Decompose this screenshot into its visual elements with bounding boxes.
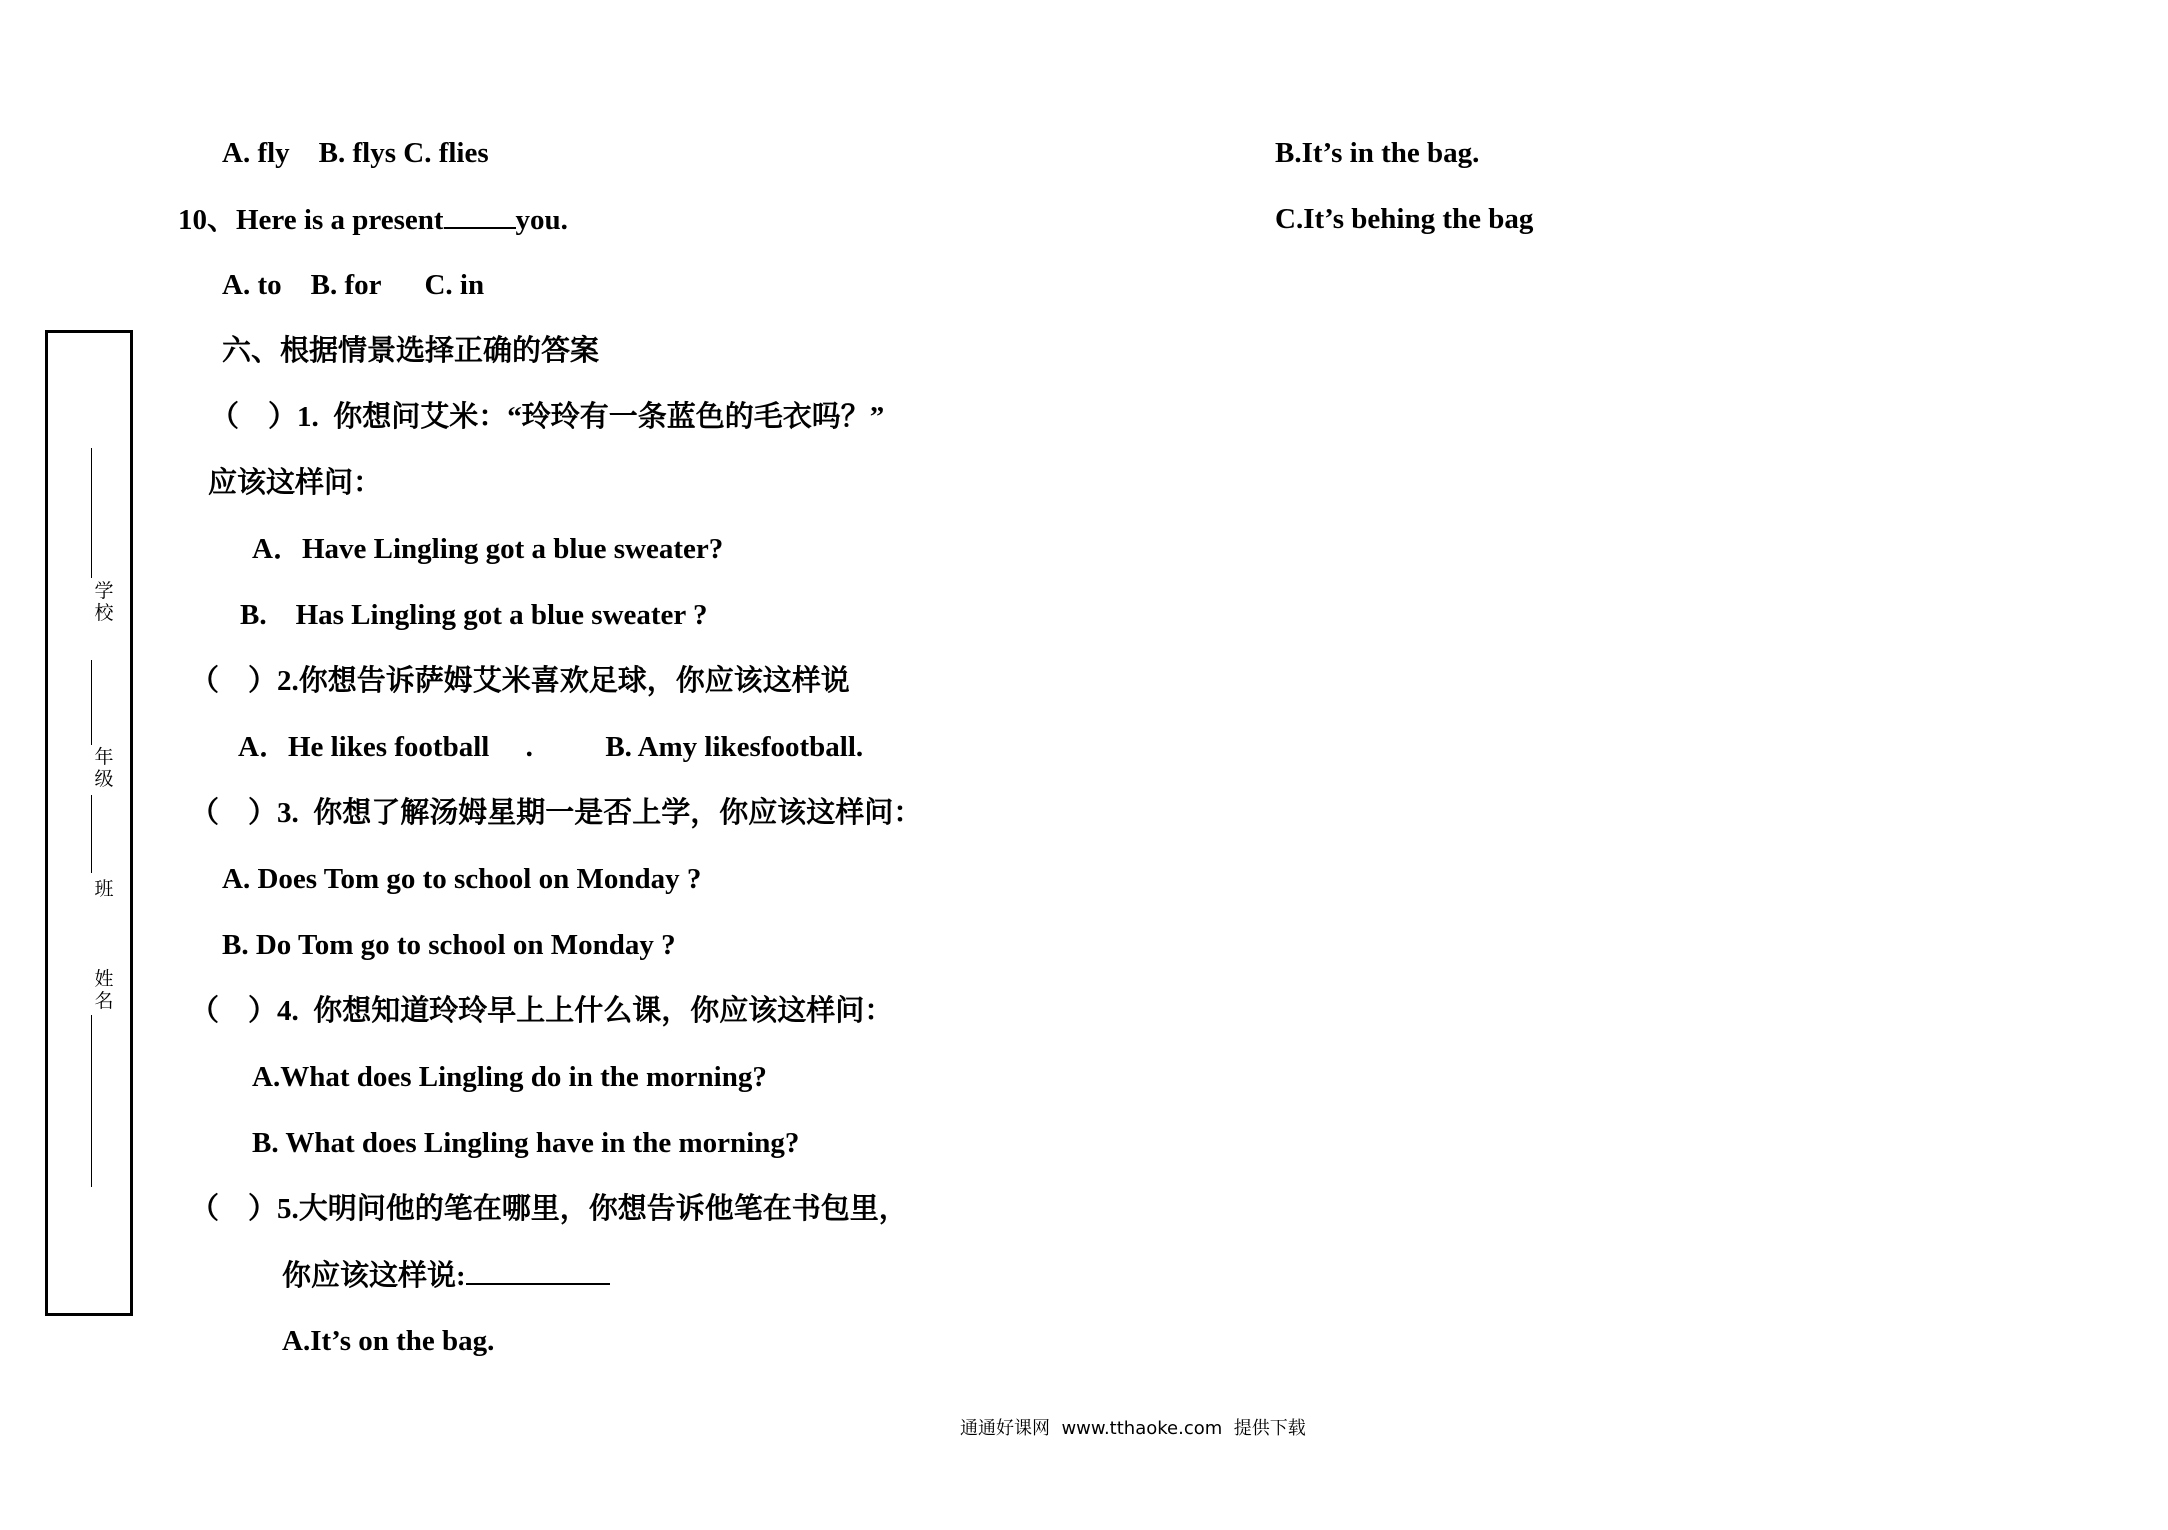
q6-1-option-b: B. Has Lingling got a blue sweater ? bbox=[240, 599, 708, 631]
q6-5-stem-cont-text: 你应该这样说: bbox=[282, 1260, 466, 1292]
q6-4-option-a: A.What does Lingling do in the morning? bbox=[252, 1061, 767, 1093]
q6-5-stem-cont bbox=[282, 1257, 610, 1294]
q6-3-stem: （ ）3. 你想了解汤姆星期一是否上学，你应该这样问： bbox=[190, 797, 923, 829]
footer-source: 通通好课网 www.tthaoke.com 提供下载 bbox=[960, 1418, 1306, 1439]
binding-line-school bbox=[91, 448, 92, 578]
q10-options: A. to B. for C. in bbox=[222, 269, 485, 301]
binding-label-class: 班 bbox=[94, 878, 114, 900]
q6-2-options: A．He likes football . B. Amy likesfootball. bbox=[238, 731, 864, 763]
binding-line-grade bbox=[91, 660, 92, 745]
q6-2-stem: （ ）2.你想告诉萨姆艾米喜欢足球，你应该这样说 bbox=[190, 665, 850, 697]
q10-stem-after: you. bbox=[515, 204, 568, 236]
q6-3-option-b: B. Do Tom go to school on Monday ? bbox=[222, 929, 676, 961]
binding-label-school: 学校 bbox=[94, 580, 114, 624]
q6-3-option-a: A. Does Tom go to school on Monday ? bbox=[222, 863, 702, 895]
binding-margin-box bbox=[45, 330, 133, 1316]
q10-stem-before: 10、Here is a present bbox=[178, 204, 444, 236]
q6-5-option-a: A.It’s on the bag. bbox=[282, 1325, 495, 1357]
binding-label-name: 姓名 bbox=[94, 968, 114, 1012]
q9-options: A. fly B. flys C. flies bbox=[222, 137, 489, 169]
q6-5-option-b: B.It’s in the bag. bbox=[1275, 137, 1480, 169]
binding-label-grade: 年级 bbox=[94, 746, 114, 790]
q6-5-stem: （ ）5.大明问他的笔在哪里，你想告诉他笔在书包里， bbox=[190, 1193, 908, 1225]
q6-1-stem: （ ）1. 你想问艾米：“玲玲有一条蓝色的毛衣吗？” bbox=[210, 401, 885, 433]
binding-line-class bbox=[91, 795, 92, 873]
q6-4-option-b: B. What does Lingling have in the morning? bbox=[252, 1127, 800, 1159]
q6-5-answer-blank[interactable] bbox=[466, 1257, 610, 1285]
section6-heading: 六、根据情景选择正确的答案 bbox=[222, 335, 600, 367]
binding-line-name bbox=[91, 1015, 92, 1187]
q6-1-stem-cont: 应该这样问： bbox=[208, 467, 383, 499]
q10-answer-blank[interactable] bbox=[444, 201, 516, 229]
q10-stem bbox=[178, 201, 568, 238]
q6-4-stem: （ ）4. 你想知道玲玲早上上什么课，你应该这样问： bbox=[190, 995, 894, 1027]
q6-5-option-c: C.It’s behing the bag bbox=[1275, 203, 1534, 235]
q6-1-option-a: A．Have Lingling got a blue sweater? bbox=[252, 533, 724, 565]
